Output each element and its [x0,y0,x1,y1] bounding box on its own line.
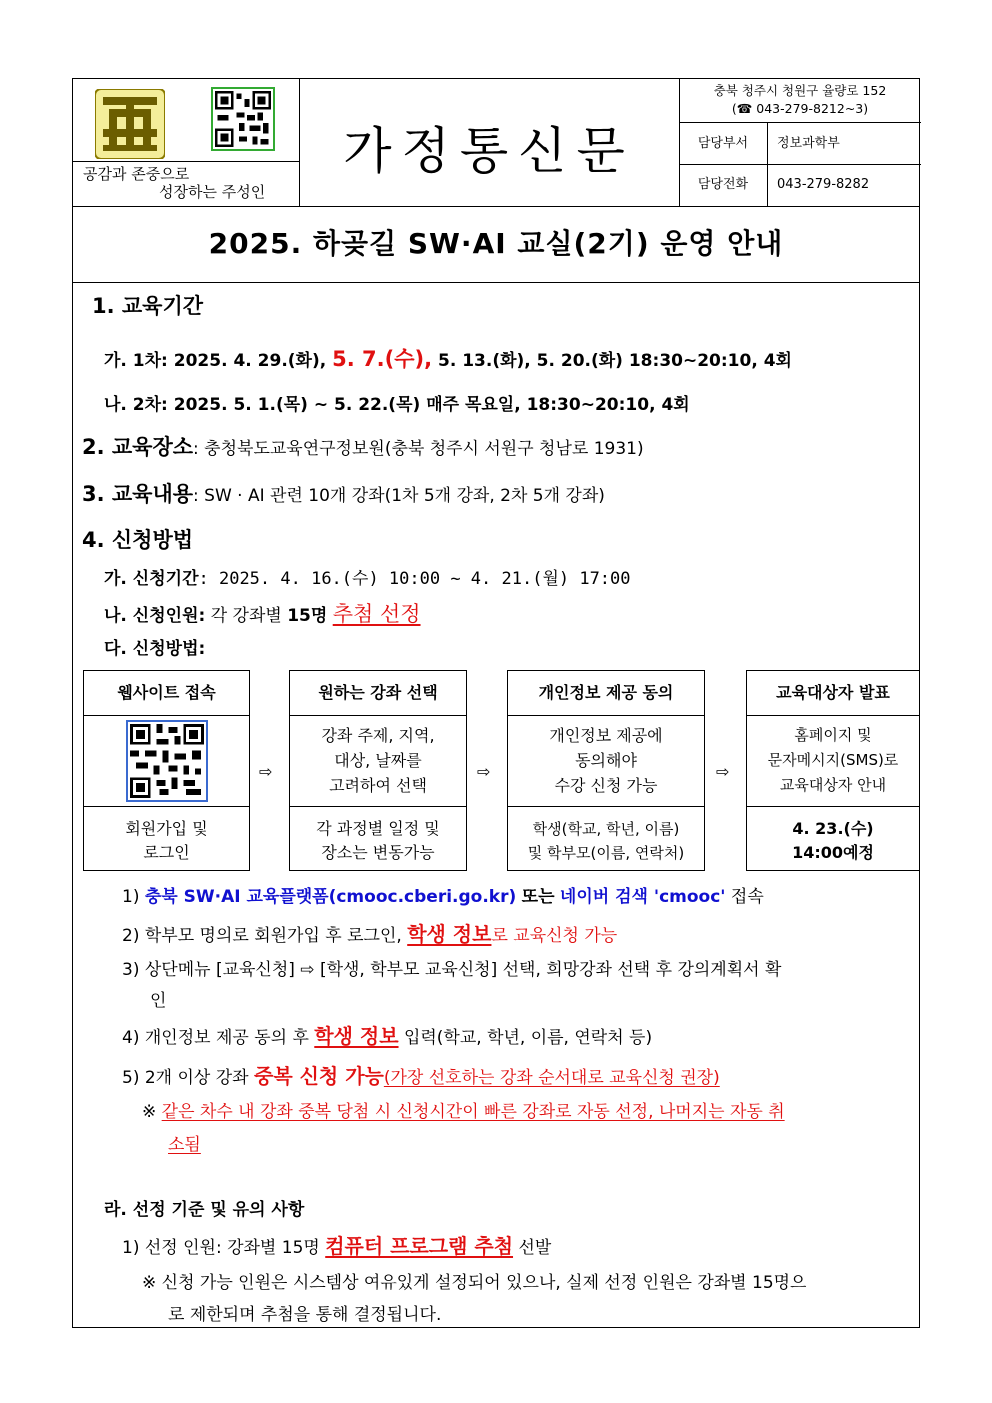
flow-step2-foot-line2: 장소는 변동가능 [321,842,435,862]
apply-period-line [104,564,631,589]
period-first-round [104,343,792,373]
selection-criteria-heading: 라. 선정 기준 및 유의 사항 [104,1200,305,1220]
selection-note-mark: ※ [142,1273,157,1293]
section4-heading: 4. 신청방법 [82,528,194,552]
phone-row [679,164,921,206]
apply-period-text: : 2025. 4. 16.(수) 10:00 ~ 4. 21.(월) 17:00 [198,569,631,589]
flow-step4-head: 교육대상자 발표 [747,671,919,716]
flow-step-course-select [289,670,467,871]
apply-period-label: 가. 신청기간 [104,569,199,589]
main-title: 2025. 하곶길 SW·AI 교실(2기) 운영 안내 [208,227,784,260]
flow-step4-mid-line3: 교육대상자 안내 [779,776,887,794]
selection-rule-line [122,1230,551,1259]
step-5-highlight: 중복 신청 가능 [254,1064,384,1088]
step-3-number: 3) [122,960,140,980]
dept-value: 정보과학부 [777,136,840,151]
step-3-text: 상단메뉴 [교육신청] ⇨ [학생, 학부모 교육신청] 선택, 희망강좌 선택 후 강의계획서 확 [144,960,782,980]
school-qr-code-icon[interactable] [211,87,275,151]
step-4-line [122,1020,652,1049]
step-4-text-b: 입력(학교, 학년, 이름, 연락처 등) [403,1028,653,1048]
dept-row [679,123,921,165]
flow-step2-head: 원하는 강좌 선택 [290,671,466,716]
selection-rule-number: 1) [122,1238,140,1258]
step-note-line [142,1097,785,1122]
main-title-row [73,206,919,283]
section3-text: : SW · AI 관련 10개 강좌(1차 5개 강좌, 2차 5개 강좌) [193,486,605,506]
flow-step4-foot-line2: 14:00예정 [792,842,874,862]
flow-arrow-icon: ⇨ [259,762,273,781]
dept-label: 담당부서 [679,123,768,164]
step-4-highlight: 학생 정보 [314,1024,399,1048]
period-first-suffix: 5. 13.(화), 5. 20.(화) 18:30~20:10, 4회 [438,351,792,371]
school-emblem-icon [95,89,165,159]
motto-line-1: 공감과 존중으로 [83,165,190,183]
flow-step2-mid-line3: 고려하여 선택 [329,776,427,795]
flow-step4-mid-line1: 홈페이지 및 [794,726,872,744]
selection-rule-end: 선발 [518,1238,552,1258]
selection-rule-highlight: 컴퓨터 프로그램 추첨 [325,1234,514,1258]
flow-step3-foot [508,806,704,875]
school-address [679,79,921,123]
motto-line-2: 성장하는 주성인 [159,183,266,201]
step-1-platform-link[interactable]: 충북 SW·AI 교육플랫폼(cmooc.cberi.go.kr) [144,887,517,907]
selection-note-continued: 로 제한되며 추첨을 통해 결정됩니다. [168,1305,442,1325]
step-1-end: 접속 [730,887,764,907]
letter-header [73,79,919,207]
flow-step1-foot-line2: 로그인 [143,842,190,862]
apply-count-label: 나. 신청인원: [104,606,206,626]
flow-step-website [83,670,250,871]
flow-step2-mid-line2: 대상, 날짜를 [334,751,422,770]
newsletter-title: 가정통신문 [343,122,635,180]
flow-step4-foot [747,806,919,875]
step-3-continued: 인 [150,991,167,1011]
flow-step4-foot-line1: 4. 23.(수) [792,818,874,838]
flow-step2-mid [290,715,466,807]
flow-step4-mid-line2: 문자메시지(SMS)로 [767,751,899,769]
section1-heading: 1. 교육기간 [92,294,204,318]
step-1-number: 1) [122,887,140,907]
contact-info [679,79,921,206]
flow-step2-foot-line1: 각 과정별 일정 및 [316,818,440,838]
section2-line [82,431,644,461]
flow-step1-head: 웹사이트 접속 [84,671,249,716]
flow-step3-head: 개인정보 제공 동의 [508,671,704,716]
address-line-1: 충북 청주시 청원구 율량로 152 [713,83,887,98]
step-1-line [122,882,764,907]
flow-step2-foot [290,806,466,875]
step-3-line [122,955,781,980]
step-5-text: 2개 이상 강좌 [144,1068,249,1088]
apply-method-label: 다. 신청방법: [104,639,206,659]
section2-text: : 충청북도교육연구정보원(충북 청주시 서원구 청남로 1931) [193,439,644,459]
section3-heading: 3. 교육내용 [82,482,194,506]
phone-label: 담당전화 [679,164,768,206]
apply-count-bold: 15명 [287,606,328,626]
period-first-highlight: 5. 7.(수), [332,347,433,371]
flow-step1-foot-line1: 회원가입 및 [125,818,208,838]
flow-step4-mid [747,715,919,807]
flow-step1-qr-area [84,715,249,807]
step-5-number: 5) [122,1068,140,1088]
section3-line [82,478,605,508]
step-2-highlight-suffix: 로 교육신청 가능 [491,926,618,946]
school-logo-area [73,79,300,206]
step-2-text: 학부모 명의로 회원가입 후 로그인, [144,926,402,946]
apply-count-highlight: 추첨 선정 [332,602,421,626]
step-note-text: 같은 차수 내 강좌 중복 당첨 시 신청시간이 빠른 강좌로 자동 선정, 나머지는 자동 취 [161,1102,785,1122]
period-first-prefix: 가. 1차: 2025. 4. 29.(화), [104,351,327,371]
step-1-or: 또는 [521,887,555,907]
flow-step3-mid [508,715,704,807]
step-4-number: 4) [122,1028,140,1048]
flow-step-announcement [746,670,920,871]
apply-count-text: 각 강좌별 [210,606,282,626]
section2-heading: 2. 교육장소 [82,435,194,459]
step-2-number: 2) [122,926,140,946]
step-2-highlight: 학생 정보 [407,922,492,946]
flow-arrow-icon: ⇨ [477,762,491,781]
step-5-line [122,1060,720,1089]
step-note-continued: 소됨 [168,1135,201,1155]
selection-note-text: 신청 가능 인원은 시스템상 여유있게 설정되어 있으나, 실제 선정 인원은 강좌별 15명으 [161,1273,807,1293]
step-4-text: 개인정보 제공 동의 후 [144,1028,309,1048]
period-second-round: 나. 2차: 2025. 5. 1.(목) ~ 5. 22.(목) 매주 목요일, 18:30~20:10, 4회 [104,395,690,415]
step-5-note: (가장 선호하는 강좌 순서대로 교육신청 권장) [383,1068,720,1088]
flow-step3-foot-line1: 학생(학교, 학년, 이름) [532,819,680,838]
step-2-line [122,918,617,947]
flow-arrow-icon: ⇨ [716,762,730,781]
cmooc-qr-code-icon[interactable] [126,720,208,802]
flow-step3-mid-line1: 개인정보 제공에 [549,726,663,745]
flow-step-privacy-consent [507,670,705,871]
selection-rule-text: 선정 인원: 강좌별 15명 [144,1238,320,1258]
address-line-2: (☎ 043-279-8212~3) [731,101,869,116]
flow-step3-mid-line2: 동의해야 [575,751,637,770]
newsletter-title-area [299,79,680,206]
school-motto [73,161,299,207]
flow-step3-foot-line2: 및 학부모(이름, 연락처) [527,843,685,862]
selection-note-line [142,1268,806,1293]
apply-count-line [104,598,421,628]
step-note-mark: ※ [142,1102,157,1122]
flow-step3-mid-line3: 수강 신청 가능 [554,776,658,795]
flow-step1-foot [84,806,249,875]
phone-value: 043-279-8282 [777,177,870,192]
step-1-naver-search: 네이버 검색 'cmooc' [559,887,726,907]
flow-step2-mid-line1: 강좌 주제, 지역, [321,726,435,745]
